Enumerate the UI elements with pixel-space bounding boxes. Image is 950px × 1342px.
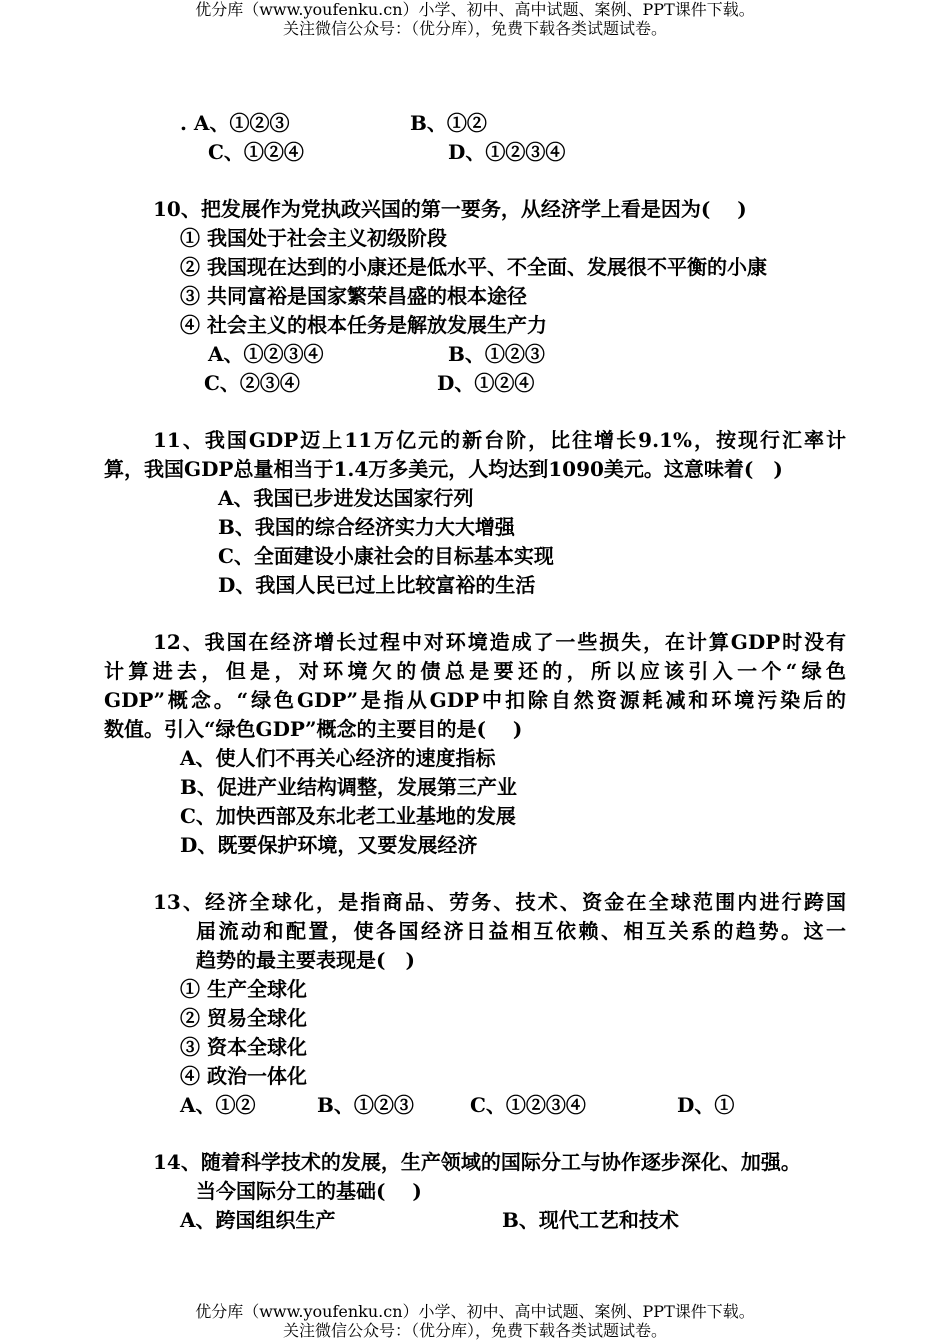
q13-item-4: ④ 政治一体化 (180, 1064, 307, 1088)
q13-option-d: D、① (677, 1093, 735, 1117)
q14-option-a: A、跨国组织生产 (180, 1208, 336, 1232)
q13-option-a: A、①② (180, 1093, 256, 1117)
q10-item-4: ④ 社会主义的根本任务是解放发展生产力 (180, 313, 547, 337)
q9-option-a: . A、①②③ (180, 111, 290, 135)
q11-option-d: D、我国人民已过上比较富裕的生活 (218, 573, 536, 597)
q12-option-c: C、加快西部及东北老工业基地的发展 (180, 804, 516, 828)
q12-stem-line-2: 计算进去，但是，对环境欠的债总是要还的，所以应该引入一个“绿色 (104, 659, 846, 683)
footer-line-2: 关注微信公众号：（优分库），免费下载各类试题试卷。 (282, 1321, 667, 1340)
q10-stem: 10、把发展作为党执政兴国的第一要务，从经济学上看是因为( ) (153, 197, 747, 221)
q10-option-d: D、①②④ (437, 371, 535, 395)
q10-item-3: ③ 共同富裕是国家繁荣昌盛的根本途径 (180, 284, 527, 308)
q12-option-b: B、促进产业结构调整，发展第三产业 (180, 775, 517, 799)
q12-stem-line-3: GDP”概念。“绿色GDP”是指从GDP中扣除自然资源耗减和环境污染后的 (104, 688, 846, 712)
q10-item-1: ① 我国处于社会主义初级阶段 (180, 226, 447, 250)
header-line-2: 关注微信公众号：（优分库），免费下载各类试题试卷。 (282, 19, 667, 38)
q10-item-2: ② 我国现在达到的小康还是低水平、不全面、发展很不平衡的小康 (180, 255, 767, 279)
q14-option-b: B、现代工艺和技术 (502, 1208, 679, 1232)
q9-option-c: C、①②④ (208, 140, 304, 164)
q12-stem-line-4: 数值。引入“绿色GDP”概念的主要目的是( ) (104, 717, 523, 741)
q11-option-b: B、我国的综合经济实力大大增强 (218, 515, 515, 539)
q13-stem-line-1: 13、经济全球化，是指商品、劳务、技术、资金在全球范围内进行跨国 (153, 890, 846, 914)
q12-stem-line-1: 12、我国在经济增长过程中对环境造成了一些损失，在计算GDP时没有 (153, 630, 846, 654)
q11-stem-line-1: 11、我国GDP迈上11万亿元的新台阶，比往增长9.1%，按现行汇率计 (153, 428, 846, 452)
q12-option-a: A、使人们不再关心经济的速度指标 (180, 746, 496, 770)
q11-stem-line-2: 算，我国GDP总量相当于1.4万多美元，人均达到1090美元。这意味着( ) (104, 457, 783, 481)
q9-option-d: D、①②③④ (448, 140, 566, 164)
q14-stem-line-2: 当今国际分工的基础( ) (196, 1179, 422, 1203)
q13-stem-line-3: 趋势的最主要表现是( ) (196, 948, 415, 972)
q13-option-c: C、①②③④ (470, 1093, 586, 1117)
q9-option-b: B、①② (410, 111, 487, 135)
q13-item-1: ① 生产全球化 (180, 977, 307, 1001)
header-line-1: 优分库（www.youfenku.cn）小学、初中、高中试题、案例、PPT课件下载。 (195, 0, 755, 19)
q13-item-2: ② 贸易全球化 (180, 1006, 307, 1030)
q12-option-d: D、既要保护环境，又要发展经济 (180, 833, 478, 857)
q13-item-3: ③ 资本全球化 (180, 1035, 307, 1059)
q13-stem-line-2: 届流动和配置，使各国经济日益相互依赖、相互关系的趋势。这一 (196, 919, 846, 943)
q10-option-b: B、①②③ (448, 342, 545, 366)
q10-option-c: C、②③④ (204, 371, 300, 395)
q14-stem-line-1: 14、随着科学技术的发展，生产领域的国际分工与协作逐步深化、加强。 (153, 1150, 801, 1174)
q11-option-a: A、我国已步进发达国家行列 (218, 486, 474, 510)
q10-option-a: A、①②③④ (208, 342, 324, 366)
footer-line-1: 优分库（www.youfenku.cn）小学、初中、高中试题、案例、PPT课件下载。 (195, 1302, 755, 1321)
q11-option-c: C、全面建设小康社会的目标基本实现 (218, 544, 554, 568)
q13-option-b: B、①②③ (317, 1093, 414, 1117)
